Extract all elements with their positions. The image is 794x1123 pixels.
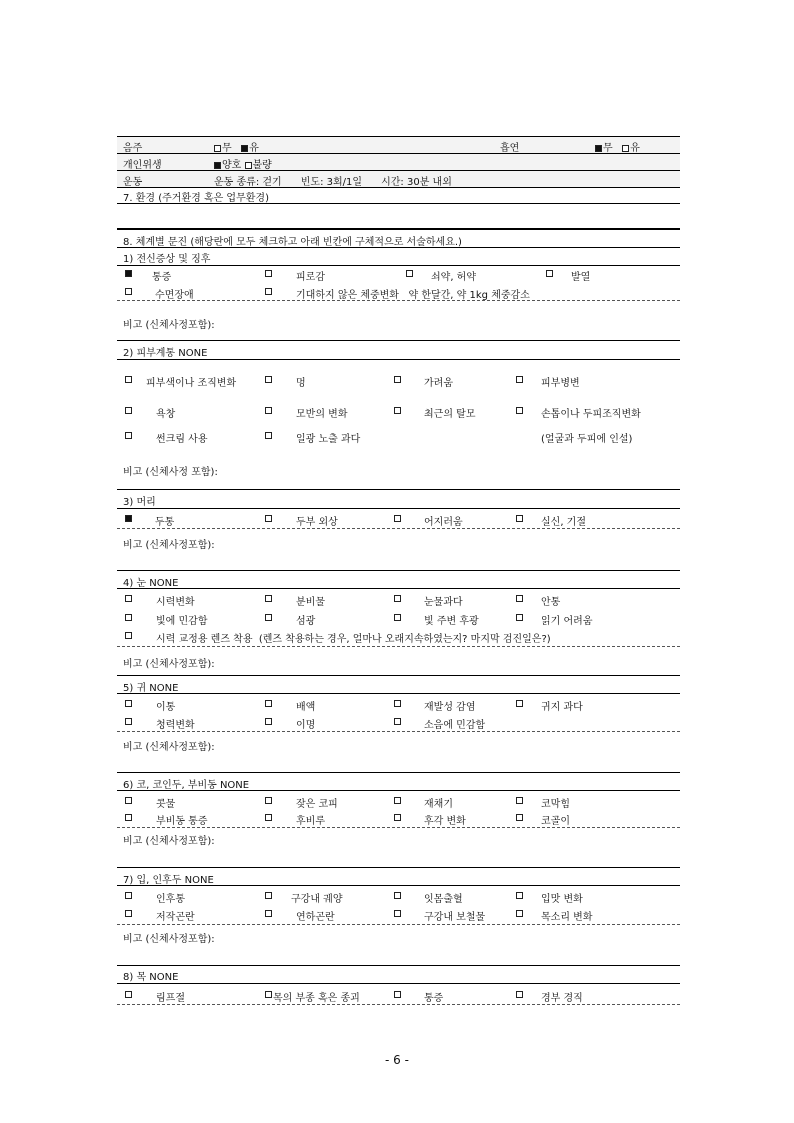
item-label: 눈물과다 xyxy=(424,597,463,608)
drink-yes-checkbox[interactable] xyxy=(241,145,248,152)
item-checkbox[interactable] xyxy=(265,595,272,602)
item-label: 손톱이나 두피조직변화 xyxy=(541,409,641,420)
hygiene-options: 양호 불량 xyxy=(214,156,272,171)
item-label: 부비동 통증 xyxy=(156,816,208,827)
item-label: 빛에 민감함 xyxy=(156,616,208,627)
item-checkbox[interactable] xyxy=(394,515,401,522)
item-label: 재채기 xyxy=(424,799,453,810)
item-checkbox[interactable] xyxy=(125,797,132,804)
note-label: 비고 (신체사정 포함): xyxy=(123,467,218,478)
review-of-systems-title: 8. 체계별 문진 (해당란에 모두 체크하고 아래 빈칸에 구체적으로 서술하세요.) xyxy=(123,237,462,248)
item-checkbox[interactable] xyxy=(125,632,132,639)
item-label: 쇠약, 허약 xyxy=(431,272,476,283)
item-label: 코막힘 xyxy=(541,799,570,810)
item-checkbox[interactable] xyxy=(516,407,523,414)
item-checkbox[interactable] xyxy=(546,270,553,277)
note-label: 비고 (신체사정포함): xyxy=(123,320,215,331)
item-label: 후각 변화 xyxy=(424,816,466,827)
item-checkbox[interactable] xyxy=(265,288,272,295)
item-label: 분비물 xyxy=(296,597,325,608)
item-checkbox[interactable] xyxy=(516,595,523,602)
item-checkbox[interactable] xyxy=(265,376,272,383)
item-checkbox[interactable] xyxy=(516,614,523,621)
item-checkbox[interactable] xyxy=(516,376,523,383)
item-checkbox[interactable] xyxy=(265,432,272,439)
item-checkbox[interactable] xyxy=(265,892,272,899)
item-label: 빛 주변 후광 xyxy=(424,616,479,627)
item-label: 잇몸출혈 xyxy=(424,894,463,905)
item-checkbox[interactable] xyxy=(394,910,401,917)
section-mouth-title: 7) 입, 인후두 NONE xyxy=(123,875,214,886)
item-checkbox[interactable] xyxy=(394,595,401,602)
item-label: 피부색이나 조직변화 xyxy=(146,378,237,389)
item-label: 저작곤란 xyxy=(156,912,195,923)
item-checkbox[interactable] xyxy=(125,892,132,899)
item-label: 통증 xyxy=(424,993,444,1004)
exercise-detail: 운동 종류: 걷기 빈도: 3회/1일 시간: 30분 내외 xyxy=(214,177,452,188)
item-checkbox[interactable] xyxy=(265,910,272,917)
item-checkbox[interactable] xyxy=(125,814,132,821)
item-checkbox[interactable] xyxy=(265,614,272,621)
item-checkbox[interactable] xyxy=(394,892,401,899)
item-checkbox[interactable] xyxy=(394,797,401,804)
item-label: 어지러움 xyxy=(424,517,463,528)
item-checkbox[interactable] xyxy=(125,614,132,621)
section-head-title: 3) 머리 xyxy=(123,497,156,508)
environment-heading: 7. 환경 (주거환경 혹은 업무환경) xyxy=(123,193,269,204)
item-checkbox[interactable] xyxy=(394,718,401,725)
item-label: 썬크림 사용 xyxy=(156,434,208,445)
item-label: 피로감 xyxy=(296,272,325,283)
item-checkbox[interactable] xyxy=(394,814,401,821)
item-label: 발열 xyxy=(571,272,591,283)
item-label: 욕창 xyxy=(156,409,176,420)
item-label: 청력변화 xyxy=(156,720,195,731)
item-checkbox[interactable] xyxy=(125,288,132,295)
smoke-no-checkbox[interactable] xyxy=(595,145,602,152)
item-label: 수면장애 xyxy=(155,290,194,301)
item-label: 실신, 기절 xyxy=(541,517,586,528)
item-checkbox[interactable] xyxy=(516,892,523,899)
item-label: 콧물 xyxy=(156,799,176,810)
drink-options: 무 유 xyxy=(214,139,259,154)
note-label: 비고 (신체사정포함): xyxy=(123,934,215,945)
smoke-label: 흡연 xyxy=(500,143,520,154)
section-general-title: 1) 전신증상 및 징후 xyxy=(123,254,211,265)
section-ears-title: 5) 귀 NONE xyxy=(123,683,179,694)
item-label: 배액 xyxy=(296,702,316,713)
item-checkbox[interactable] xyxy=(394,700,401,707)
item-label: 모반의 변화 xyxy=(296,409,348,420)
page-number: - 6 - xyxy=(385,1053,409,1067)
item-label: 소음에 민감함 xyxy=(424,720,486,731)
item-label: 림프절 xyxy=(156,993,185,1004)
item-checkbox[interactable] xyxy=(265,991,272,998)
item-label: 최근의 탈모 xyxy=(424,409,476,420)
item-checkbox[interactable] xyxy=(265,797,272,804)
skin-note-extra: (얼굴과 두피에 인설) xyxy=(541,434,633,445)
item-label: 귀지 과다 xyxy=(541,702,583,713)
item-label: 연하곤란 xyxy=(296,912,335,923)
section-nose-title: 6) 코, 코인두, 부비동 NONE xyxy=(123,780,250,791)
section-eyes-title: 4) 눈 NONE xyxy=(123,578,179,589)
note-label: 비고 (신체사정포함): xyxy=(123,659,215,670)
item-checkbox[interactable] xyxy=(394,407,401,414)
item-checkbox[interactable] xyxy=(125,270,132,277)
item-checkbox[interactable] xyxy=(125,910,132,917)
item-label: 인후통 xyxy=(156,894,185,905)
item-checkbox[interactable] xyxy=(516,910,523,917)
section-skin-title: 2) 피부계통 NONE xyxy=(123,348,208,359)
item-checkbox[interactable] xyxy=(394,991,401,998)
hygiene-bad-checkbox[interactable] xyxy=(245,162,252,169)
exercise-label: 운동 xyxy=(123,177,143,188)
item-checkbox[interactable] xyxy=(125,515,132,522)
item-label: 시력변화 xyxy=(156,597,195,608)
item-label: 잦은 코피 xyxy=(296,799,338,810)
item-checkbox[interactable] xyxy=(516,814,523,821)
item-checkbox[interactable] xyxy=(516,700,523,707)
item-checkbox[interactable] xyxy=(394,614,401,621)
note-label: 비고 (신체사정포함): xyxy=(123,742,215,753)
item-label: 이통 xyxy=(156,702,176,713)
hygiene-good-checkbox[interactable] xyxy=(214,162,221,169)
item-label: 이명 xyxy=(296,720,316,731)
drink-no-checkbox[interactable] xyxy=(214,145,221,152)
item-label: 후비루 xyxy=(296,816,325,827)
item-checkbox[interactable] xyxy=(265,718,272,725)
item-label: 재발성 감염 xyxy=(424,702,476,713)
item-label: 섬광 xyxy=(296,616,316,627)
item-label: 목의 부종 혹은 종괴 xyxy=(273,993,360,1004)
item-checkbox[interactable] xyxy=(265,270,272,277)
item-checkbox[interactable] xyxy=(265,814,272,821)
item-label: 안통 xyxy=(541,597,561,608)
item-checkbox[interactable] xyxy=(265,515,272,522)
item-label: 가려움 xyxy=(424,378,453,389)
item-checkbox[interactable] xyxy=(125,991,132,998)
item-label: 기대하지 않은 체중변화 약 한달간, 약 1kg 체중감소 xyxy=(296,290,530,301)
note-label: 비고 (신체사정포함): xyxy=(123,540,215,551)
smoke-options: 무 유 xyxy=(595,139,640,154)
item-checkbox[interactable] xyxy=(516,515,523,522)
smoke-yes-checkbox[interactable] xyxy=(622,145,629,152)
item-label: 입맛 변화 xyxy=(541,894,583,905)
item-label: 두통 xyxy=(155,517,175,528)
item-checkbox[interactable] xyxy=(265,407,272,414)
hygiene-label: 개인위생 xyxy=(123,160,162,171)
item-checkbox[interactable] xyxy=(406,270,413,277)
item-label: 구강내 보철물 xyxy=(424,912,486,923)
item-label: 피부병변 xyxy=(541,378,580,389)
item-label: 구강내 궤양 xyxy=(291,894,343,905)
note-label: 비고 (신체사정포함): xyxy=(123,836,215,847)
item-label: 통증 xyxy=(152,272,172,283)
item-checkbox[interactable] xyxy=(125,595,132,602)
item-checkbox[interactable] xyxy=(394,376,401,383)
item-checkbox[interactable] xyxy=(125,700,132,707)
item-label: 일광 노출 과다 xyxy=(296,434,361,445)
item-checkbox[interactable] xyxy=(516,797,523,804)
item-checkbox[interactable] xyxy=(516,991,523,998)
item-label: 코골이 xyxy=(541,816,570,827)
item-label: 멍 xyxy=(296,378,306,389)
item-checkbox[interactable] xyxy=(125,432,132,439)
drink-label: 음주 xyxy=(123,143,143,154)
item-checkbox[interactable] xyxy=(265,700,272,707)
item-checkbox[interactable] xyxy=(125,407,132,414)
section-neck-title: 8) 목 NONE xyxy=(123,972,179,983)
item-label: 읽기 어려움 xyxy=(541,616,593,627)
item-checkbox[interactable] xyxy=(125,718,132,725)
item-label: 경부 경직 xyxy=(541,993,583,1004)
item-label: 두부 외상 xyxy=(296,517,338,528)
item-label: 목소리 변화 xyxy=(541,912,593,923)
item-checkbox[interactable] xyxy=(125,376,132,383)
item-label: 시력 교정용 렌즈 착용 (렌즈 착용하는 경우, 얼마나 오래지속하였는지? 마지막 검진일은?) xyxy=(156,634,551,645)
